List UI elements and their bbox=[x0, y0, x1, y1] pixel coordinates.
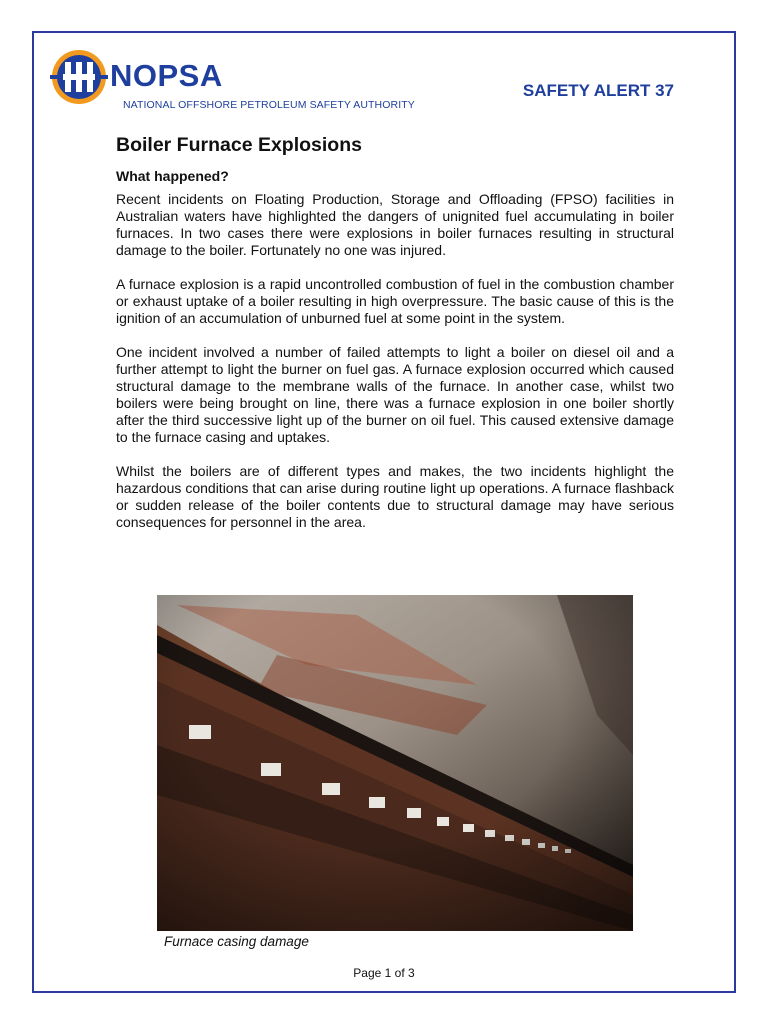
document-body bbox=[116, 133, 674, 548]
safety-alert-number: SAFETY ALERT 37 bbox=[522, 81, 674, 100]
document-title: Boiler Furnace Explosions bbox=[116, 134, 362, 156]
paragraph-2: A furnace explosion is a rapid uncontrolled combustion of fuel in the combustion chamber or exhaust uptake of a boiler resulting in high overpressure. The basic cause of this is the ignition of an accumulation of unburned fuel at some point in the system. bbox=[116, 276, 674, 327]
authority-name: NATIONAL OFFSHORE PETROLEUM SAFETY AUTHORITY bbox=[123, 99, 415, 111]
furnace-damage-photo bbox=[157, 595, 633, 931]
paragraph-3: One incident involved a number of failed attempts to light a boiler on diesel oil and a further attempt to light the burner on fuel gas. A furnace explosion occurred which caused structural damage to the membrane walls of the furnace. In another case, whilst two boilers were being brought on line, there was a furnace explosion in one boiler shortly after the third successive light up of the burner on oil fuel. This caused extensive damage to the furnace casing and uptakes. bbox=[116, 344, 674, 446]
paragraph-1: Recent incidents on Floating Production, Storage and Offloading (FPSO) facilities in Australian waters have highlighted the dangers of unignited fuel accumulating in boiler furnaces. In two cases there were explosions in boiler furnaces resulting in structural damage to the boiler. Fortunately no one was injured. bbox=[116, 191, 674, 259]
nopsa-logo-icon bbox=[50, 48, 108, 106]
paragraph-4: Whilst the boilers are of different types and makes, the two incidents highlight the hazardous conditions that can arise during routine light up operations. A furnace flashback or sudden release of the boiler contents due to structural damage may have serious consequences for personnel in the area. bbox=[116, 463, 674, 531]
photo-caption: Furnace casing damage bbox=[164, 934, 309, 949]
page-number: Page 1 of 3 bbox=[353, 966, 415, 980]
section-heading: What happened? bbox=[116, 168, 229, 185]
logo-wordmark: NOPSA bbox=[110, 58, 223, 93]
